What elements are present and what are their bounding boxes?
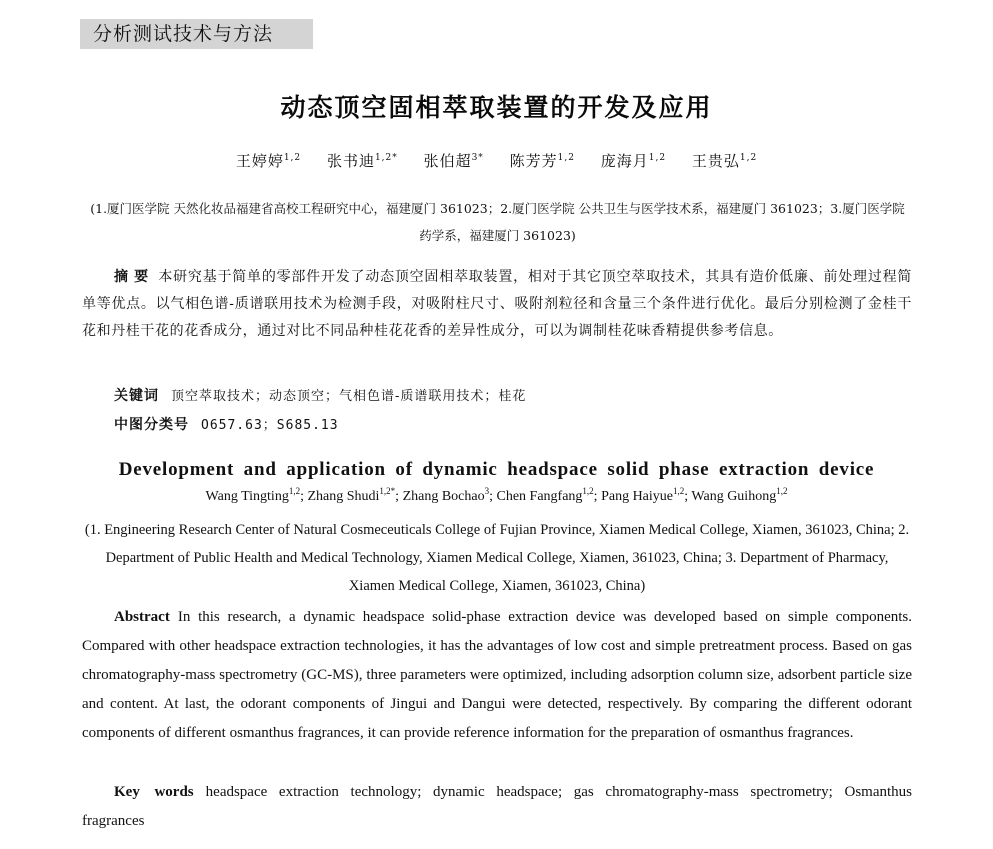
english-title: Development and application of dynamic headspace solid phase extraction device (118, 459, 875, 480)
author (327, 152, 398, 170)
author-affil-mark: 3* (471, 153, 484, 163)
author (402, 486, 497, 504)
author-name: Zhang Bochao (402, 489, 485, 504)
section-tag: 分析测试技术与方法 (80, 19, 313, 49)
author (692, 152, 757, 170)
author-affil-mark: 1,2 (582, 486, 594, 496)
english-abstract-label: Abstract (114, 609, 170, 625)
author-name: 王贵弘 (691, 152, 740, 170)
chinese-abstract-label: 摘要 (114, 269, 155, 285)
chinese-abstract (82, 264, 912, 345)
chinese-title: 动态顶空固相萃取装置的开发及应用 (280, 93, 713, 122)
author (601, 486, 692, 504)
author-name: Wang Tingting (205, 489, 289, 504)
author-separator: ; (395, 489, 403, 504)
author-affil-mark: 1,2 (648, 153, 667, 163)
author-affil-mark: 1,2 (673, 486, 685, 496)
author-name: Zhang Shudi (307, 489, 380, 504)
author-name: Pang Haiyue (601, 489, 673, 504)
author (601, 152, 666, 170)
author-name: 张伯超 (423, 152, 472, 170)
author-separator: ; (593, 489, 602, 504)
author-name: Chen Fangfang (496, 489, 583, 504)
author-affil-mark: 1,2 (557, 153, 575, 163)
author-affil-mark: 1,2 (288, 486, 301, 496)
chinese-keywords-text: 顶空萃取技术；动态顶空；气相色谱-质谱联用技术；桂花 (171, 389, 527, 404)
author-name: 张书迪 (326, 152, 375, 170)
author-separator: ; (684, 489, 692, 504)
classification-number (114, 414, 339, 434)
author-name: 庞海月 (600, 152, 649, 170)
author-separator: ; (489, 489, 497, 504)
english-authors (0, 486, 993, 505)
author (424, 152, 484, 170)
chinese-abstract-text: 本研究基于简单的零部件开发了动态顶空固相萃取装置，相对于其它顶空萃取技术，其具有造价低廉、前处理过程简单等优点。以气相色谱-质谱联用技术为检测手段，对吸附柱尺寸、吸附剂粒径和含量三个条件进行优化。最后分别检测了金桂干花和丹桂干花的花香成分，通过对比不同品种桂花花香的差异性成分，可以为调制桂花味香精提供参考信息。 (82, 269, 913, 339)
chinese-keywords-label: 关键词 (114, 388, 159, 404)
author-affil-mark: 1,2 (776, 486, 788, 496)
author-name: Wang Guihong (691, 489, 777, 504)
author (691, 486, 788, 504)
author (205, 486, 308, 504)
chinese-keywords (114, 385, 526, 405)
english-keywords (82, 778, 912, 836)
author (236, 152, 301, 170)
english-abstract (82, 603, 912, 748)
author (307, 486, 403, 504)
chinese-affiliation: (1.厦门医学院 天然化妆品福建省高校工程研究中心，福建厦门 361023；2.厦门医学院 公共卫生与医学技术系，福建厦门 361023；3.厦门医学院 药学系，福建厦门 361023) (90, 201, 905, 243)
author-name: 陈芳芳 (509, 152, 558, 170)
author-name: 王婷婷 (235, 152, 284, 170)
author (496, 486, 602, 504)
english-keywords-label: Key words (114, 784, 194, 800)
author-affil-mark: 1,2* (379, 486, 396, 496)
classification-label: 中图分类号 (114, 417, 189, 433)
classification-value: O657.63；S685.13 (201, 418, 339, 433)
english-abstract-text: In this research, a dynamic headspace solid-phase extraction device was developed based on simple components. Compared with other headspace extraction technologies, it has the advantages of low cost and simple pretreatment process. Based on gas chromatography-mass spectrometry (GC-MS), three parameters were optimized, including adsorption column size, adsorbent particle size and content. At last, the odorant components of Jingui and Dangui were detected, respectively. By comparing the different odorant components of different osmanthus fragrances, it can provide reference information for the preparation of osmanthus fragrances. (82, 609, 912, 741)
author-affil-mark: 3 (484, 486, 490, 496)
author-affil-mark: 1,2 (739, 153, 758, 163)
author (510, 152, 575, 170)
author-separator: ; (300, 489, 308, 504)
english-affiliation: (1. Engineering Research Center of Natural Cosmeceuticals College of Fujian Province, Xiamen Medical College, Xiamen, 361023, China; 2. Department of Public Health and Medical Technology, Xiamen Medical College, Xiamen, 361023, China; 3. Department of Pharmacy, Xiamen Medical College, Xiamen, 361023, China) (84, 522, 910, 594)
author-affil-mark: 1,2* (374, 153, 398, 163)
chinese-authors (0, 150, 993, 171)
english-keywords-text: headspace extraction technology; dynamic headspace; gas chromatography-mass spectrometry; Osmanthus fragrances (82, 784, 912, 829)
author-affil-mark: 1,2 (283, 153, 302, 163)
